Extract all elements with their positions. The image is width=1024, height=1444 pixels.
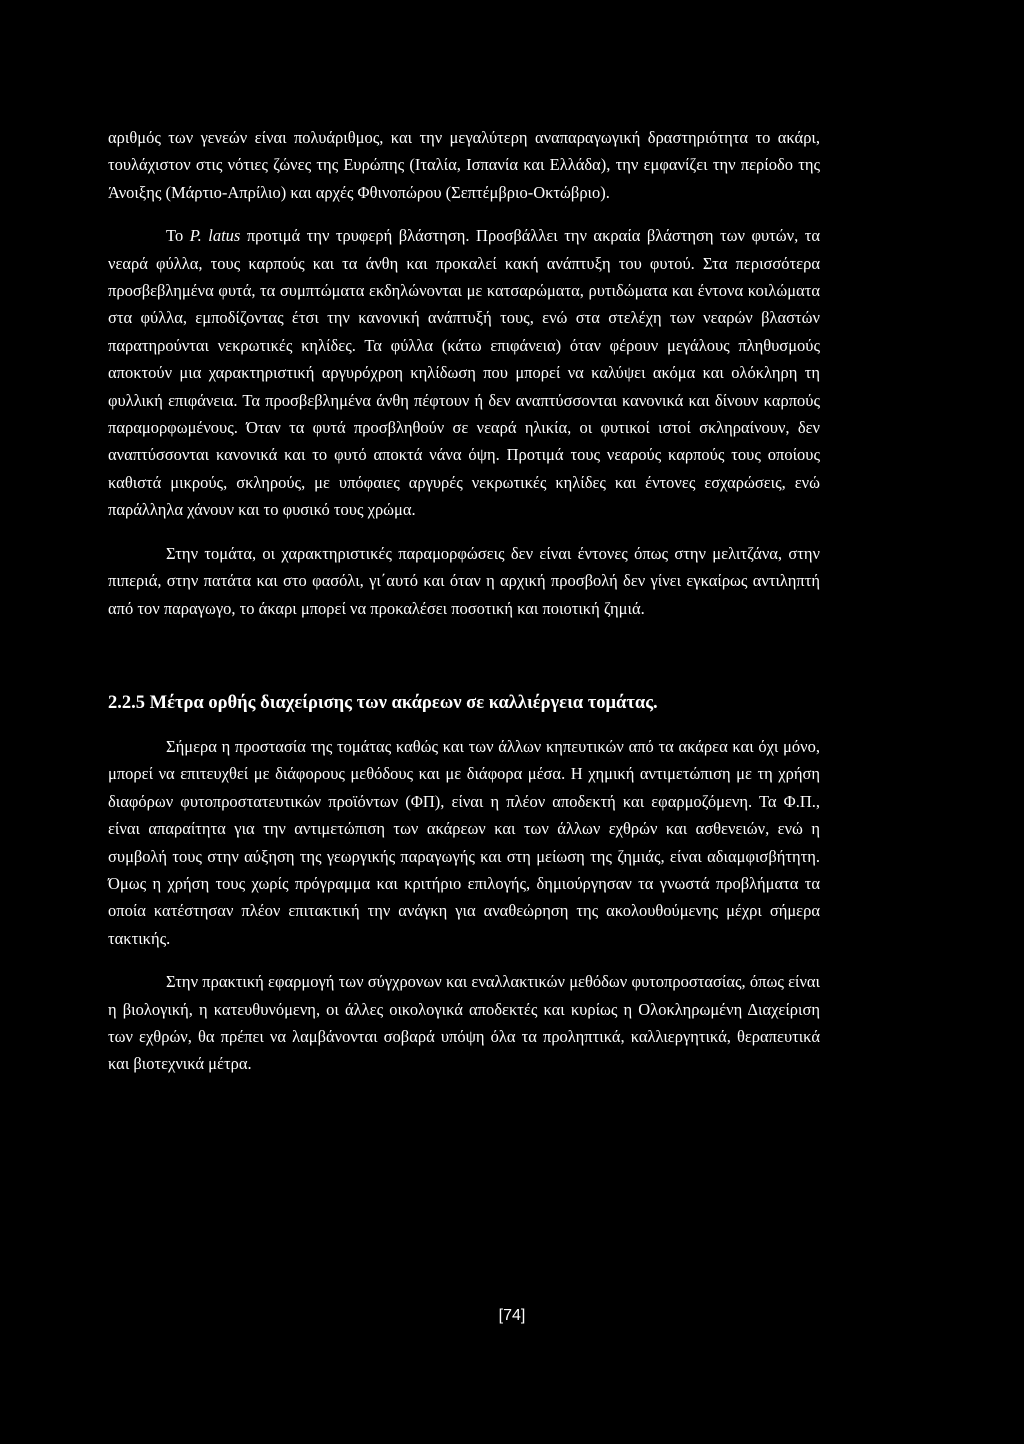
spacer: [108, 952, 820, 968]
paragraph-generations: αριθμός των γενεών είναι πολυάριθμος, και την μεγαλύτερη αναπαραγωγική δραστηριότητα το ακάρι, τουλάχιστον στις νότιες ζώνες της Ευρώπης (Ιταλία, Ισπανία και Ελλάδα), την εμφανίζει την περίοδο της Άνοιξης (Μάρτιο-Απρίλιο) και αρχές Φθινοπώρου (Σεπτέμβριο-Οκτώβριο).: [108, 128, 820, 202]
paragraph-methods: Στην πρακτική εφαρμογή των σύγχρονων και εναλλακτικών μεθόδων φυτοπροστασίας, όπως είναι η βιολογική, η κατευθυνόμενη, οι άλλες οικολογικά αποδεκτές και κυρίως η Ολοκληρωμένη Διαχείριση των εχθρών, θα πρέπει να λαμβάνονται σοβαρά υπόψη όλα τα προληπτικά, καλλιεργητικά, θεραπευτικά και βιοτεχνικά μέτρα.: [108, 972, 820, 1074]
paragraph-symptoms-lead: Το: [166, 226, 190, 246]
spacer: [108, 622, 820, 689]
spacer: [108, 717, 820, 733]
paragraph-tomato: Στην τομάτα, οι χαρακτηριστικές παραμορφώσεις δεν είναι έντονες όπως στην μελιτζάνα, στην πιπεριά, στην πατάτα και στο φασόλι, γι΄αυτό και όταν η αρχική προσβολή δεν γίνει εγκαίρως αντιληπτή από τον παραγωγο, το άκαρι μπορεί να προκαλέσει ποσοτική και ποιοτική ζημιά.: [108, 543, 820, 618]
document-body: [108, 124, 820, 1078]
section-number: 2.2.5: [108, 692, 145, 713]
species-name: P. latus: [189, 226, 241, 246]
spacer: [108, 206, 820, 222]
section-heading: [108, 689, 820, 717]
spacer: [108, 524, 820, 540]
paragraph-symptoms: [108, 222, 820, 523]
section-title: Μέτρα ορθής διαχείρισης των ακάρεων σε καλλιέργεια τομάτας.: [149, 692, 658, 713]
paragraph-protection: Σήμερα η προστασία της τομάτας καθώς και των άλλων κηπευτικών από τα ακάρεα και όχι μόνο, μπορεί να επιτευχθεί με διάφορους μεθόδους και με διάφορα μέσα. Η χημική αντιμετώπιση με τη χρήση διαφόρων φυτοπροστατευτικών προϊόντων (ΦΠ), είναι η πλέον αποδεκτή και εφαρμοζόμενη. Τα Φ.Π., είναι απαραίτητα για την αντιμετώπιση των ακάρεων και των άλλων εχθρών και ασθενειών, ενώ η συμβολή τους στην αύξηση της γεωργικής παραγωγής και στη μείωση της ζημιάς, είναι αδιαμφισβήτητη. Όμως η χρήση τους χωρίς πρόγραμμα και κριτήριο επιλογής, δημιούργησαν τα γνωστά προβλήματα τα οποία κατέστησαν πλέον επιτακτική την ανάγκη για αναθεώρηση της ακολουθούμενης μέχρι σήμερα τακτικής.: [108, 736, 820, 948]
page-number: [74]: [498, 1307, 526, 1324]
paragraph-symptoms-body: προτιμά την τρυφερή βλάστηση. Προσβάλλει την ακραία βλάστηση των φυτών, τα νεαρά φύλλα, τους καρπούς και τα άνθη και προκαλεί κακή ανάπτυξη του φυτού. Στα περισσότερα προσβεβλημένα φυτά, τα συμπτώματα εκδηλώνονται με κατσαρώματα, ρυτιδώματα και έντονα κοιλώματα στα φύλλα, εμποδίζοντας έτσι την κανονική ανάπτυξή τους, ενώ στα στελέχη των νεαρών βλαστών παρατηρούνται νεκρωτικές κηλίδες. Τα φύλλα (κάτω επιφάνεια) όταν φέρουν μεγάλους πληθυσμούς αποκτούν μια χαρακτηριστική αργυρόχροη κηλίδωση που μπορεί να καλύψει ακόμα και ολόκληρη τη φυλλική επιφάνεια. Τα προσβεβλημένα άνθη πέφτουν ή δεν αναπτύσσονται κανονικά και δίνουν καρπούς παραμορφωμένους. Όταν τα φυτά προσβληθούν σε νεαρά ηλικία, οι φυτικοί ιστοί σκληραίνουν, δεν αναπτύσσονται κανονικά και το φυτό αποκτά νάνα όψη. Προτιμά τους νεαρούς καρπούς τους οποίους καθιστά μικρούς, σκληρούς, με υπόφαιες αργυρές νεκρωτικές κηλίδες και έντονες εσχαρώσεις, ενώ παράλληλα χάνουν και το φυσικό τους χρώμα.: [108, 226, 821, 520]
